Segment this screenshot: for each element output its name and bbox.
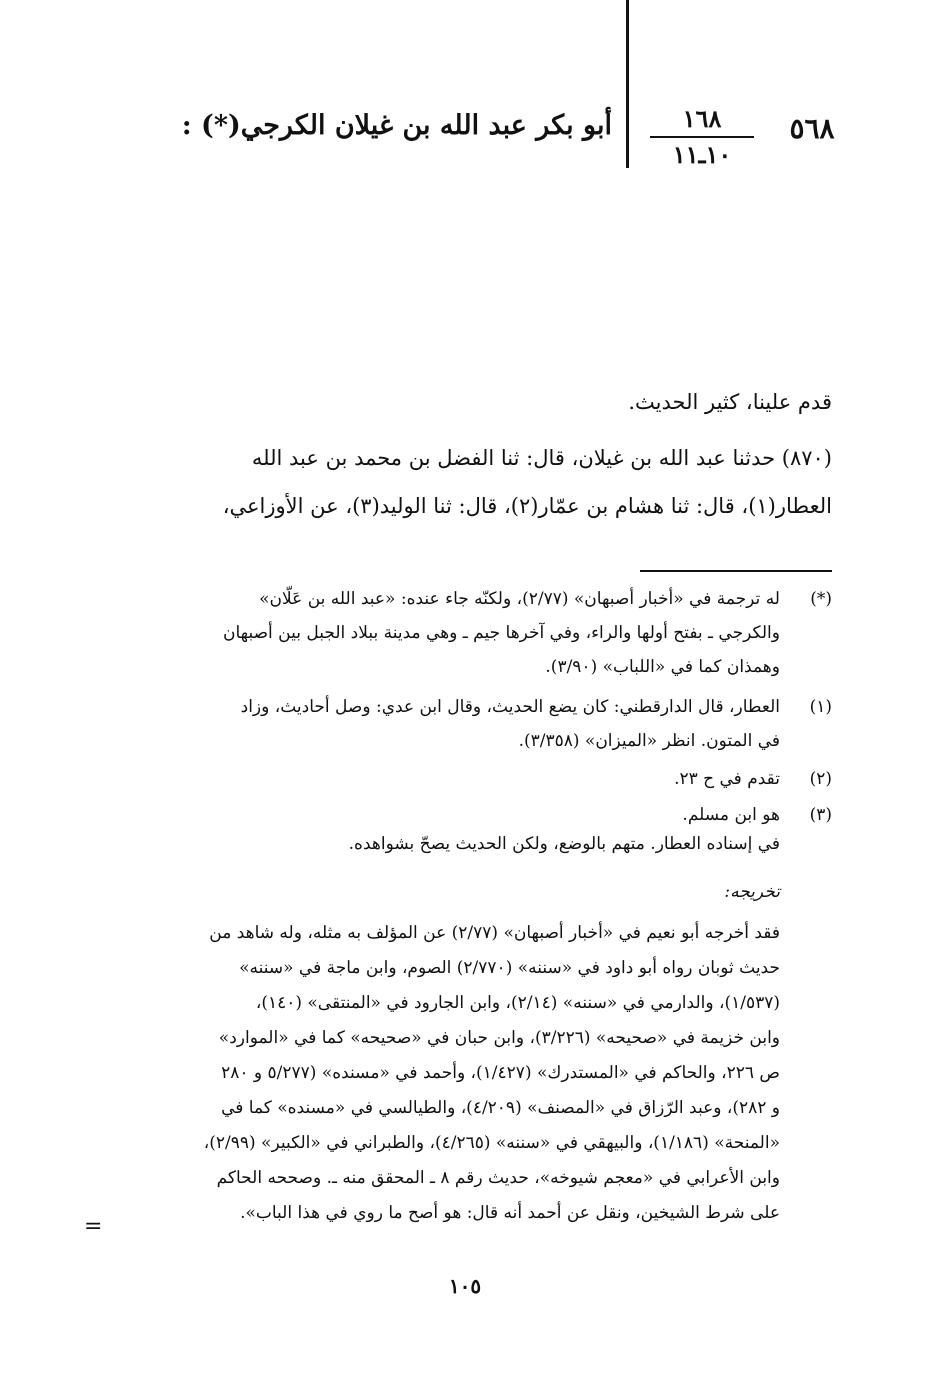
takhrij-line: على شرط الشيخين، ونقل عن أحمد أنه قال: هو أصح ما روي في هذا الباب». bbox=[240, 1203, 780, 1223]
footnote-2 bbox=[120, 762, 832, 796]
footnote-marker: (*) bbox=[810, 589, 832, 609]
takhrij-line: فقد أخرجه أبو نعيم في «أخبار أصبهان» (٢/٧٧) عن المؤلف به مثله، وله شاهد من bbox=[209, 923, 780, 943]
page-number: ١٠٥ bbox=[448, 1274, 482, 1298]
footnote-line: العطار، قال الدارقطني: كان يضع الحديث، وقال ابن عدي: وصل أحاديث، وزاد bbox=[240, 697, 780, 717]
main-text-line: العطار(١)، قال: ثنا هشام بن عمّار(٢)، قال: ثنا الوليد(٣)، عن الأوزاعي، bbox=[222, 494, 832, 518]
entry-number: ٥٦٨ bbox=[789, 112, 835, 145]
takhrij-line: «المنحة» (١/١٨٦)، والبيهقي في «سننه» (٤/٢٦٥)، والطبراني في «الكبير» (٢/٩٩)، bbox=[203, 1133, 780, 1153]
isnad-note: في إسناده العطار. متهم بالوضع، ولكن الحديث يصحّ بشواهده. bbox=[348, 834, 780, 854]
takhrij-line: (١/٥٣٧)، والدارمي في «سننه» (٢/١٤)، وابن الجارود في «المنتقى» (١٤٠)، bbox=[255, 993, 780, 1013]
reference-fraction bbox=[650, 104, 754, 172]
footnote-line: في المتون. انظر «الميزان» (٣/٣٥٨). bbox=[518, 731, 780, 751]
main-text-line: (٨٧٠) حدثنا عبد الله بن غيلان، قال: ثنا الفضل بن محمد بن عبد الله bbox=[251, 446, 832, 470]
footnote-marker: (١) bbox=[809, 697, 832, 717]
footnote-separator bbox=[640, 570, 832, 572]
takhrij-heading: تخريجه: bbox=[724, 882, 780, 902]
footnote-line: وهمذان كما في «اللباب» (٣/٩٠). bbox=[545, 657, 780, 677]
footnote-line: هو ابن مسلم. bbox=[682, 805, 780, 825]
takhrij-body bbox=[120, 916, 780, 1231]
main-text-line: قدم علينا، كثير الحديث. bbox=[628, 390, 832, 414]
footnote-star bbox=[120, 582, 832, 684]
takhrij-line: و ٢٨٢)، وعبد الرّزاق في «المصنف» (٤/٢٠٩)، والطيالسي في «مسنده» كما في bbox=[221, 1098, 780, 1118]
takhrij-line: ص ٢٢٦، والحاكم في «المستدرك» (١/٤٢٧)، وأحمد في «مسنده» (٥/٢٧٧ و ٢٨٠ bbox=[221, 1063, 780, 1083]
fraction-numerator: ١٦٨ bbox=[650, 104, 754, 138]
footnote-marker: (٣) bbox=[809, 805, 832, 825]
footnote-line: تقدم في ح ٢٣. bbox=[674, 769, 780, 789]
footnote-1 bbox=[120, 690, 832, 758]
takhrij-line: وابن خزيمة في «صحيحه» (٣/٢٢٦)، وابن حبان في «صحيحه» كما في «الموارد» bbox=[218, 1028, 780, 1048]
takhrij-line: حديث ثوبان رواه أبو داود في «سننه» (٢/٧٧٠) الصوم، وابن ماجة في «سننه» bbox=[239, 958, 780, 978]
footnote-line: والكرجي ـ بفتح أولها والراء، وفي آخرها جيم ـ وهي مدينة ببلاد الجبل بين أصبهان bbox=[222, 623, 780, 643]
continuation-mark: = bbox=[84, 1214, 103, 1239]
entry-title: أبو بكر عبد الله بن غيلان الكرجي(*) : bbox=[181, 110, 612, 141]
footnote-line: له ترجمة في «أخبار أصبهان» (٢/٧٧)، ولكنّه جاء عنده: «عبد الله بن عَلّان» bbox=[259, 589, 780, 609]
fraction-denominator: ١٠ـ١١ bbox=[672, 140, 732, 169]
footnote-3 bbox=[120, 798, 832, 832]
vertical-divider bbox=[626, 0, 629, 168]
footnote-marker: (٢) bbox=[809, 769, 832, 789]
takhrij-line: وابن الأعرابي في «معجم شيوخه»، حديث رقم ٨ ـ المحقق منه ـ. وصححه الحاكم bbox=[216, 1168, 780, 1188]
